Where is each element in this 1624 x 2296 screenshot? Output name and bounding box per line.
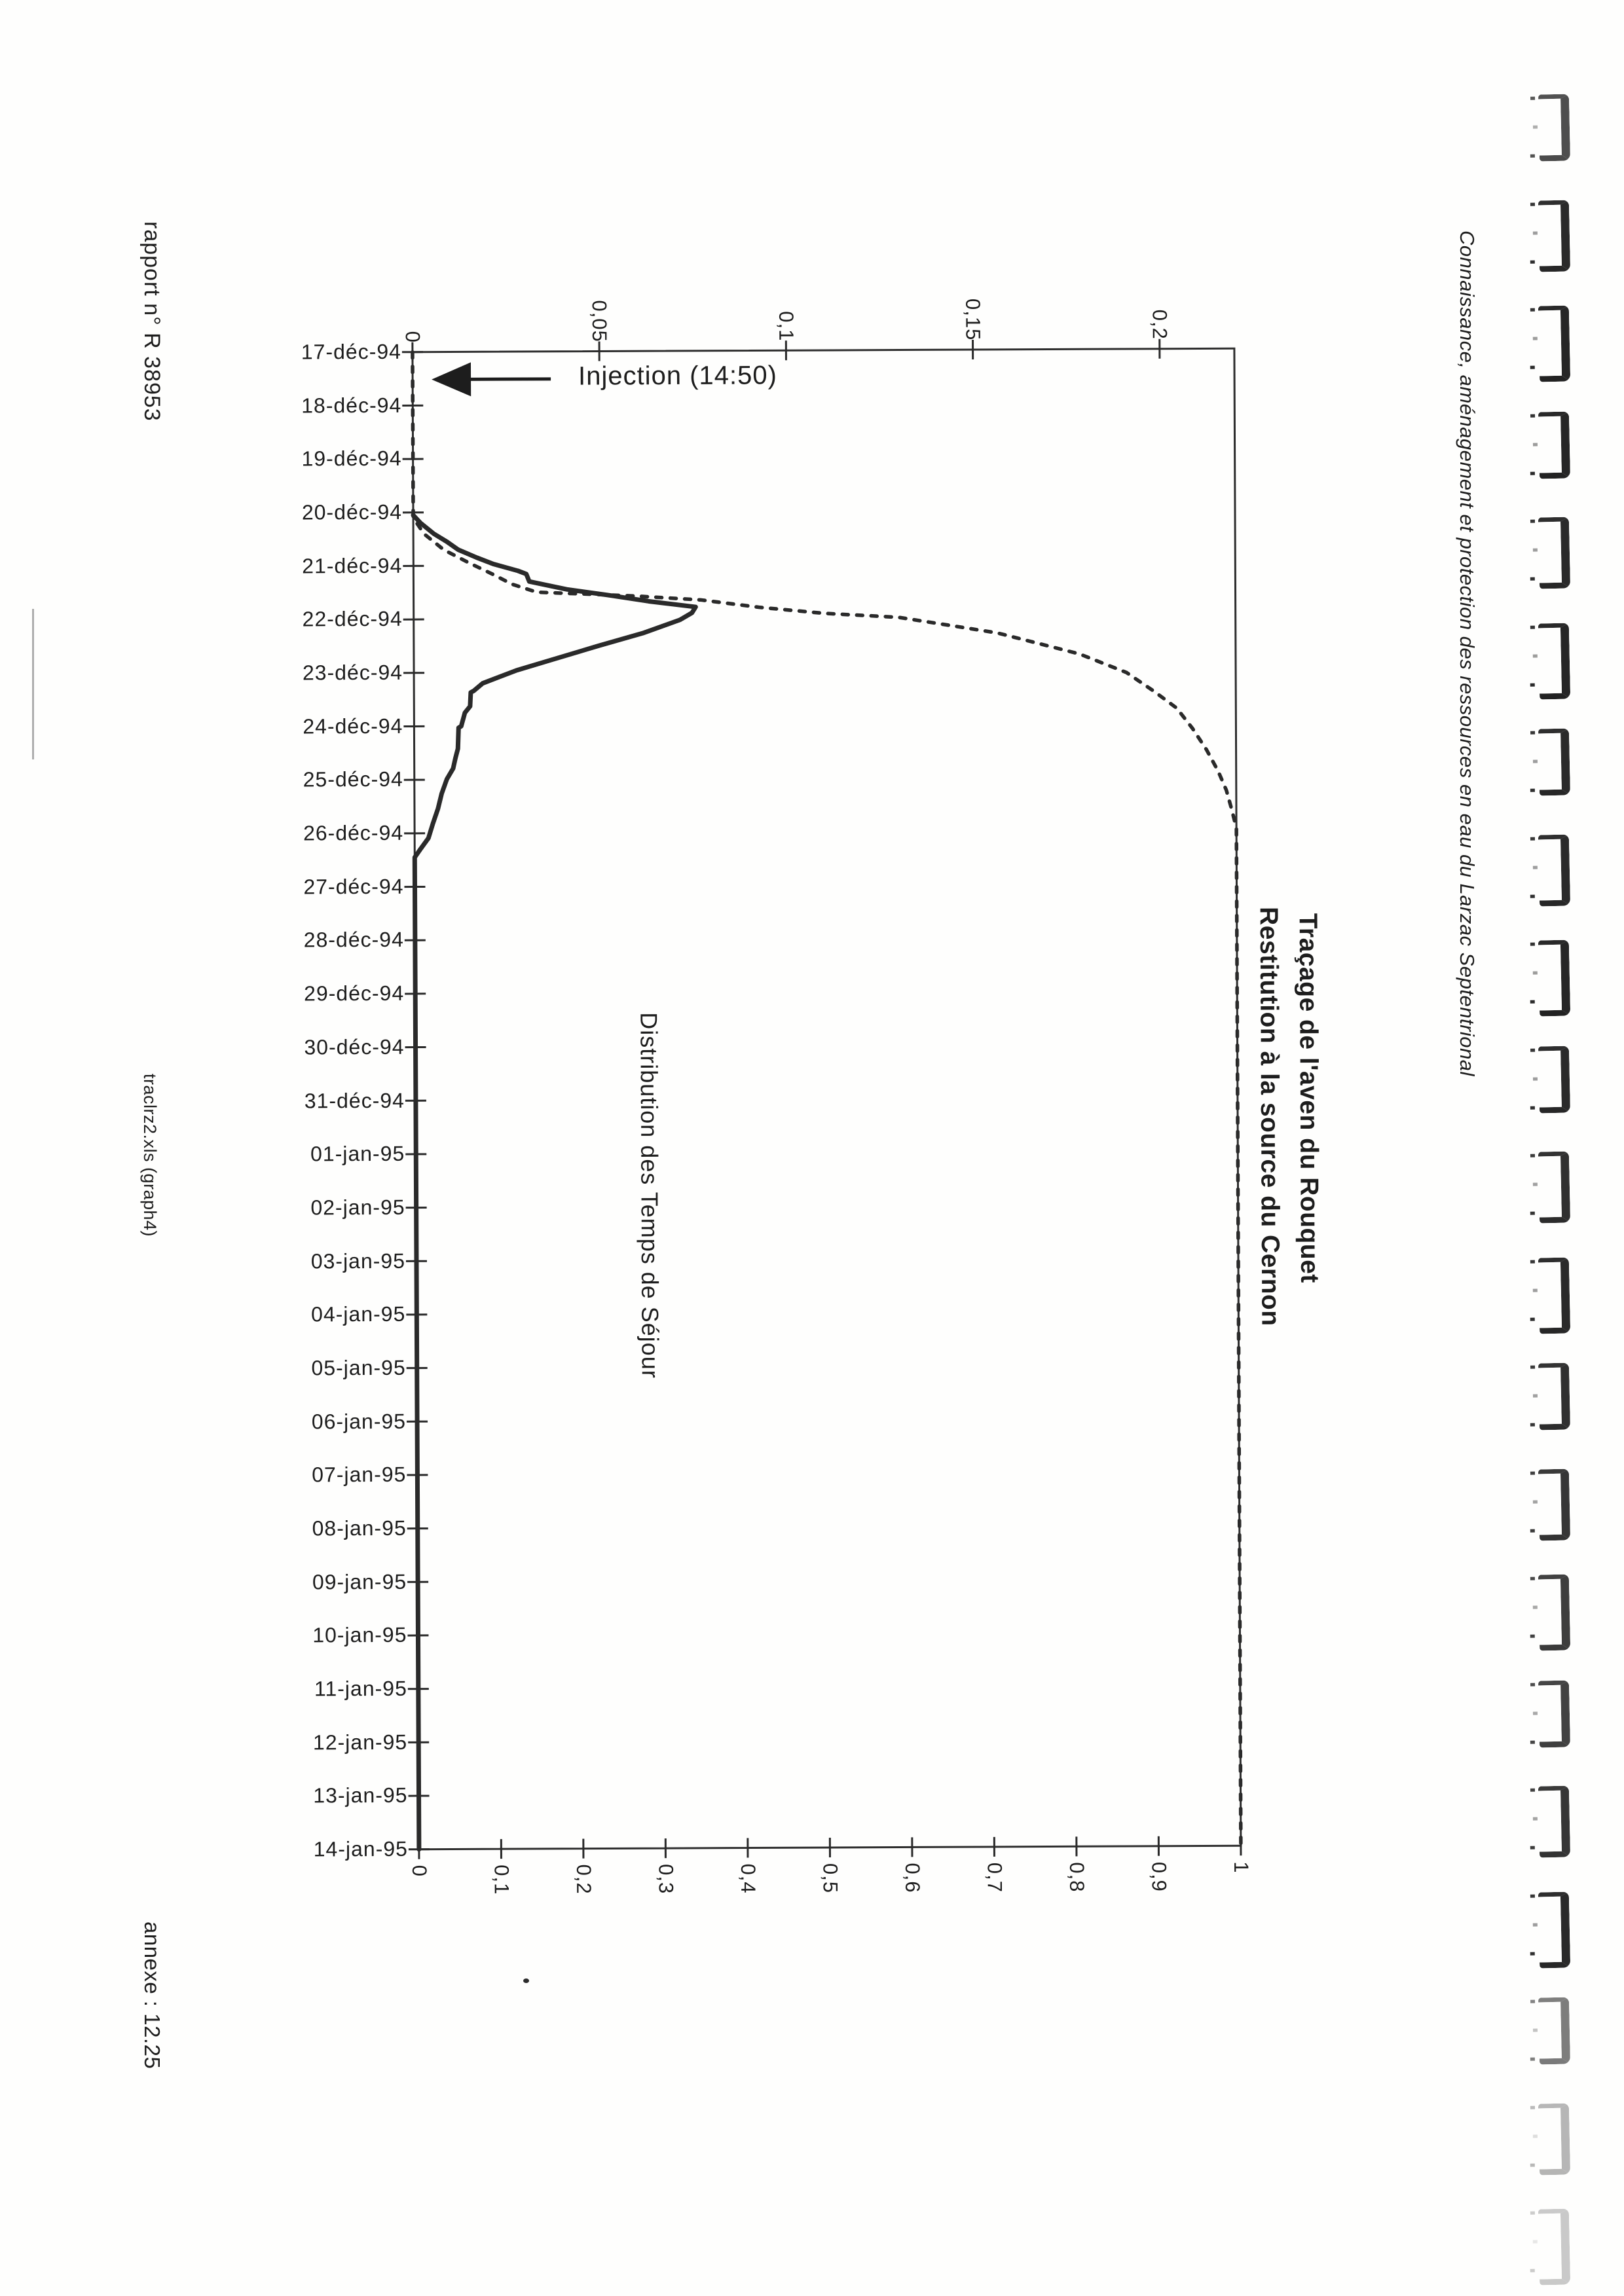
report-series-title: Connaissance, aménagement et protection des ressources en eau du Larzac Septentrional: [1456, 230, 1479, 1076]
injection-arrow-shaft: [466, 379, 551, 380]
date-axis-label: 02-jan-95: [310, 1195, 405, 1220]
injection-annotation: Injection (14:50): [578, 361, 778, 391]
binding-hole-artifact: [1538, 623, 1570, 699]
injection-arrow-icon: [432, 362, 551, 397]
date-axis-label: 19-déc-94: [301, 446, 402, 471]
bottom-axis-label: 0: [408, 1865, 432, 1878]
date-axis-label: 29-déc-94: [304, 981, 405, 1006]
top-axis-label: 0: [401, 331, 424, 343]
top-axis-label: 0,2: [1148, 309, 1172, 340]
binding-hole-artifact: [1538, 2209, 1570, 2286]
date-axis-label: 03-jan-95: [310, 1248, 406, 1273]
date-axis-label: 10-jan-95: [312, 1623, 407, 1647]
date-axis-label: 17-déc-94: [301, 339, 401, 364]
binding-hole-artifact: [1538, 1997, 1570, 2065]
date-axis-label: 28-déc-94: [303, 928, 404, 952]
date-axis-label: 20-déc-94: [301, 500, 403, 524]
date-axis-label: 22-déc-94: [302, 607, 403, 631]
date-axis-label: 06-jan-95: [311, 1409, 407, 1433]
date-axis-label: 13-jan-95: [313, 1783, 408, 1808]
binding-hole-artifact: [1538, 1468, 1570, 1540]
chart-title-line2: Restitution à la source du Cernon: [1254, 906, 1285, 1326]
date-axis-label: 05-jan-95: [311, 1355, 406, 1380]
bottom-axis-label: 0,8: [1065, 1862, 1089, 1893]
injection-arrowhead: [432, 362, 471, 396]
date-axis-label: 11-jan-95: [314, 1676, 407, 1701]
bottom-axis-label: 0,9: [1147, 1861, 1171, 1892]
bottom-axis-label: 1: [1229, 1861, 1253, 1874]
source-file-label: traclrz2.xls (graph4): [140, 1074, 160, 1237]
chart-title-line1: Traçage de l'aven du Rouquet: [1293, 913, 1324, 1283]
top-axis-label: 0,1: [775, 311, 798, 342]
date-axis-label: 18-déc-94: [301, 393, 402, 418]
bottom-axis-label: 0,2: [572, 1864, 596, 1895]
date-axis-label: 07-jan-95: [312, 1463, 407, 1487]
date-axis-label: 08-jan-95: [312, 1516, 407, 1540]
date-axis-label: 27-déc-94: [303, 874, 404, 899]
date-axis-label: 23-déc-94: [302, 660, 403, 685]
date-axis-label: 21-déc-94: [302, 553, 403, 578]
scan-edge-artifact: [32, 609, 34, 759]
binding-hole-artifact: [1538, 1046, 1570, 1113]
plot-border: [413, 348, 1241, 1849]
date-axis-label: 12-jan-95: [312, 1730, 408, 1755]
annexe-number-label: annexe : 12.25: [140, 1922, 164, 2069]
date-axis-label: 09-jan-95: [312, 1569, 407, 1594]
bottom-axis-label: 0,3: [654, 1863, 678, 1895]
binding-hole-artifact: [1538, 940, 1570, 1017]
binding-hole-artifact: [1538, 834, 1570, 906]
top-axis-label: 0,05: [587, 300, 612, 342]
bottom-axis-label: 0,6: [900, 1863, 925, 1893]
binding-hole-artifact: [1538, 1891, 1570, 1968]
axis-ticks: [402, 338, 1241, 1859]
bottom-axis-label: 0,5: [819, 1863, 842, 1894]
date-axis-label: 14-jan-95: [313, 1836, 408, 1861]
binding-hole-artifact: [1538, 1152, 1570, 1224]
binding-hole-artifact: [1538, 729, 1570, 796]
date-axis-label: 25-déc-94: [303, 767, 403, 792]
binding-hole-artifact: [1538, 94, 1570, 162]
binding-hole-artifact: [1538, 411, 1570, 479]
date-axis-label: 26-déc-94: [303, 820, 404, 845]
date-axis-label: 24-déc-94: [303, 714, 403, 738]
date-axis-label: 04-jan-95: [311, 1302, 406, 1326]
binding-hole-artifact: [1538, 1680, 1570, 1747]
binding-hole-artifact: [1538, 1363, 1570, 1430]
binding-hole-artifact: [1538, 1257, 1570, 1334]
binding-hole-artifact: [1538, 2103, 1570, 2175]
bottom-axis-label: 0,7: [983, 1862, 1006, 1893]
binding-hole-artifact: [1538, 200, 1570, 272]
plot-frame: [413, 348, 1241, 1849]
date-axis-label: 30-déc-94: [304, 1034, 405, 1059]
data-curves: [413, 348, 1241, 1849]
distribution-label: Distribution des Temps de Séjour: [635, 1012, 664, 1379]
report-number-label: rapport n° R 38953: [139, 221, 164, 422]
top-axis-label: 0,15: [961, 298, 985, 341]
bottom-axis-label: 0,1: [490, 1865, 513, 1895]
binding-hole-artifact: [1538, 517, 1570, 589]
dotted-cumulative-curve: [413, 348, 1241, 1849]
date-axis-label: 31-déc-94: [304, 1088, 405, 1112]
date-axis-label: 01-jan-95: [310, 1141, 405, 1166]
bottom-axis-label: 0,4: [737, 1863, 760, 1894]
binding-hole-artifact: [1538, 1575, 1570, 1651]
scan-speck-artifact: [523, 1978, 529, 1983]
binding-hole-artifact: [1538, 306, 1570, 382]
binding-hole-artifact: [1538, 1786, 1570, 1858]
